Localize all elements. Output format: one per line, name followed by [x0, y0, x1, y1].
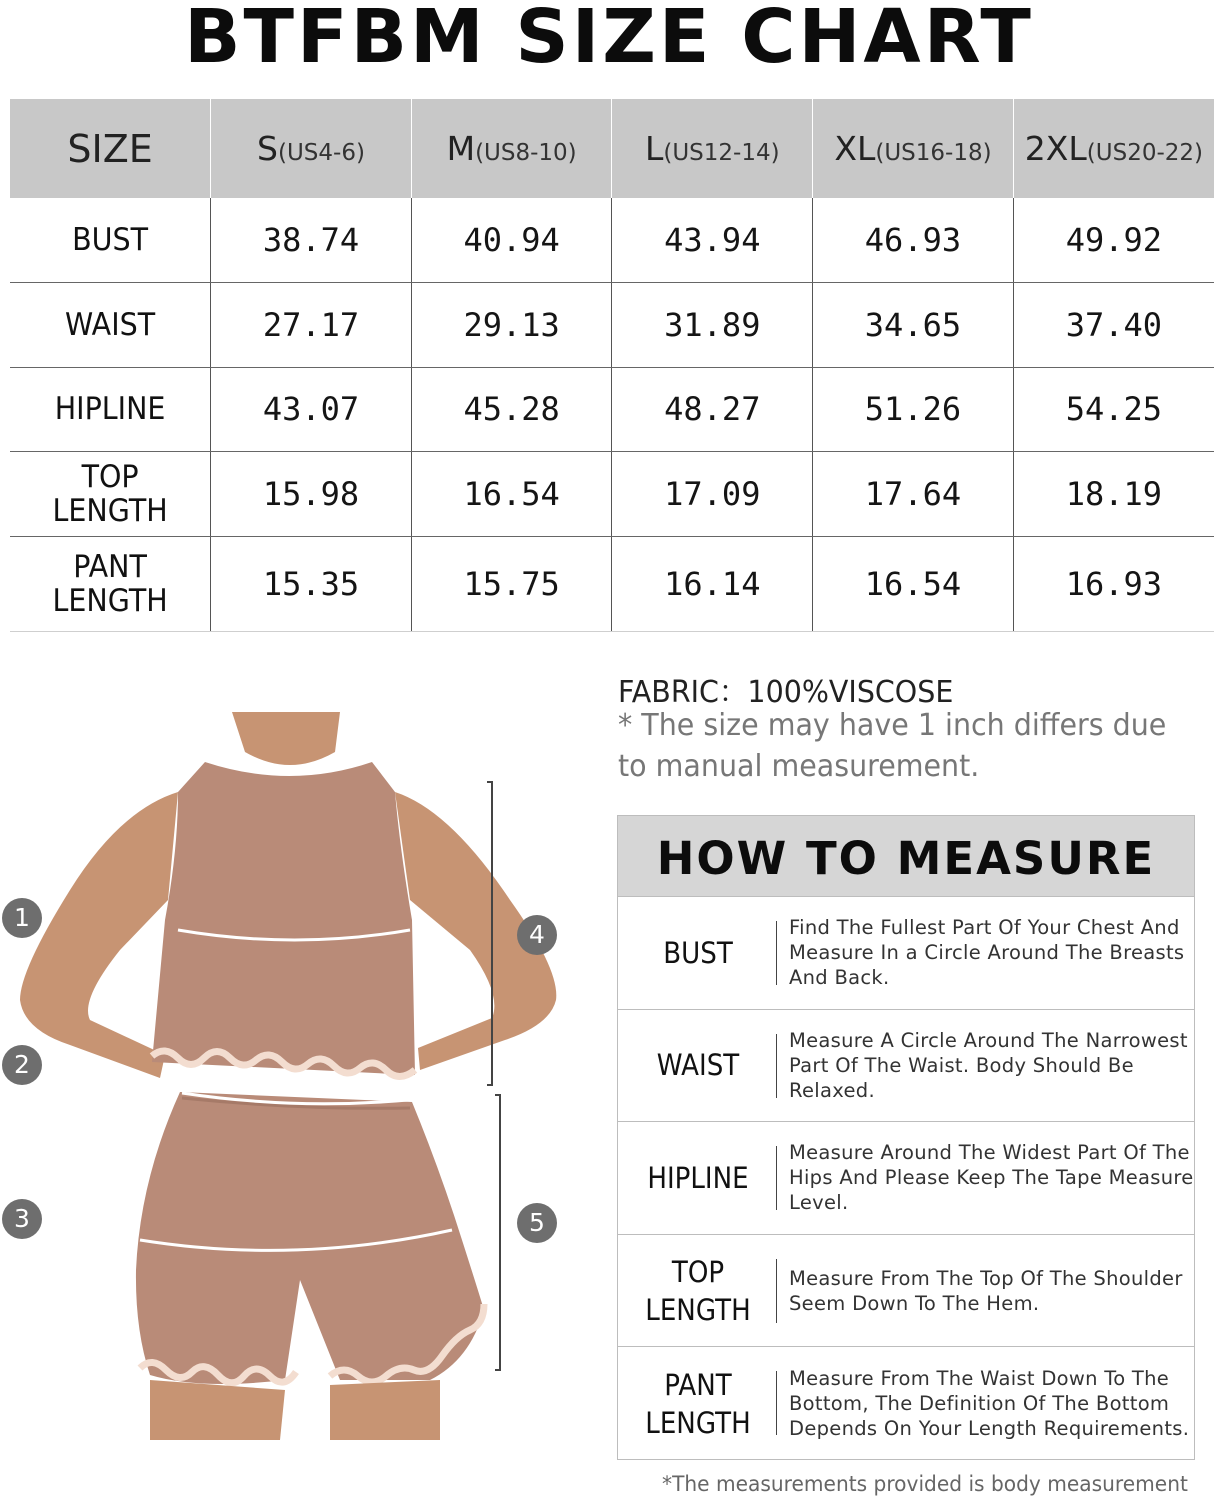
measure-label-line1: HIPLINE	[647, 1160, 749, 1195]
measure-label	[626, 1347, 770, 1460]
measure-row-hipline	[618, 1122, 1194, 1235]
size-us-range: (US12-14)	[663, 140, 780, 166]
table-cell: 18.19	[1013, 452, 1214, 537]
size-name: S	[257, 129, 278, 168]
page-title: BTFBM SIZE CHART	[184, 0, 1034, 80]
marker-5-badge: 5	[517, 1203, 557, 1243]
row-label-line1: PANT	[73, 548, 147, 585]
measure-description-text: Measure A Circle Around The Narrowest Part Of The Waist. Body Should Be Relaxed.	[789, 1028, 1188, 1102]
separator	[776, 1259, 777, 1323]
size-header-label: SIZE	[10, 99, 211, 198]
size-us-range: (US20-22)	[1086, 140, 1203, 166]
measure-description	[789, 1122, 1194, 1234]
size-disclaimer: * The size may have 1 inch differs due to manual measurement.	[618, 708, 1167, 784]
marker-3-badge: 3	[2, 1199, 42, 1239]
measure-row-top-length	[618, 1235, 1194, 1348]
measure-label-line2: LENGTH	[645, 1405, 751, 1440]
row-label-line1: HIPLINE	[54, 391, 166, 428]
size-header-l	[612, 99, 813, 198]
row-label-line2: LENGTH	[52, 582, 168, 619]
table-cell: 46.93	[813, 198, 1014, 283]
measure-label	[626, 1122, 770, 1234]
measure-label-line2: LENGTH	[645, 1292, 751, 1327]
marker-4-badge: 4	[517, 915, 557, 955]
row-label-line1: WAIST	[65, 306, 156, 343]
size-header-2xl	[1013, 99, 1214, 198]
right-leg-shape	[330, 1380, 440, 1440]
size-header-xl	[813, 99, 1014, 198]
table-cell: 31.89	[612, 283, 813, 368]
size-name: L	[644, 129, 664, 168]
table-cell: 37.40	[1013, 283, 1214, 368]
measure-label-line1: BUST	[663, 935, 733, 970]
table-cell: 16.54	[813, 536, 1014, 631]
table-cell: 16.14	[612, 536, 813, 631]
table-cell: 48.27	[612, 367, 813, 452]
table-cell: 45.28	[411, 367, 612, 452]
table-cell: 34.65	[813, 283, 1014, 368]
table-cell: 16.54	[411, 452, 612, 537]
table-cell: 38.74	[211, 198, 412, 283]
pant-length-line	[495, 1095, 500, 1370]
measure-label-line1: TOP	[671, 1254, 725, 1289]
separator	[776, 1034, 777, 1098]
how-to-measure-title: HOW TO MEASURE	[618, 816, 1194, 897]
table-row-bust	[10, 198, 1214, 283]
measure-label	[626, 1010, 770, 1122]
size-name: M	[446, 129, 476, 168]
row-label	[18, 536, 203, 631]
size-name: XL	[834, 129, 876, 168]
marker-2-badge: 2	[2, 1045, 42, 1085]
table-cell: 16.93	[1013, 536, 1214, 631]
table-cell: 51.26	[813, 367, 1014, 452]
measure-label-line1: PANT	[664, 1367, 732, 1402]
size-chart-table	[10, 99, 1214, 632]
table-cell: 15.35	[211, 536, 412, 631]
table-row-pant-length	[10, 536, 1214, 631]
measure-description	[789, 1235, 1194, 1347]
table-cell: 29.13	[411, 283, 612, 368]
neck-shape	[232, 712, 340, 765]
product-illustration	[0, 700, 600, 1444]
table-cell: 17.64	[813, 452, 1014, 537]
measure-description-text: Measure From The Waist Down To The Bottom, The Definition Of The Bottom Depends On Your Length Requirements.	[789, 1367, 1190, 1441]
shorts-garment	[136, 1092, 484, 1384]
outfit-figure	[0, 700, 600, 1440]
marker-1-badge: 1	[2, 898, 42, 938]
row-label-line1: TOP	[81, 459, 139, 496]
how-to-measure-panel	[617, 815, 1195, 1460]
table-cell: 27.17	[211, 283, 412, 368]
table-cell: 54.25	[1013, 367, 1214, 452]
row-label	[18, 452, 203, 537]
measure-row-pant-length	[618, 1347, 1194, 1460]
measure-row-waist	[618, 1010, 1194, 1123]
separator	[776, 1371, 777, 1435]
table-cell: 17.09	[612, 452, 813, 537]
measure-label	[626, 897, 770, 1009]
size-header-row	[10, 99, 1214, 198]
table-row-hipline	[10, 367, 1214, 452]
table-cell: 49.92	[1013, 198, 1214, 283]
measure-description	[789, 897, 1194, 1009]
table-cell: 40.94	[411, 198, 612, 283]
measure-description	[789, 1347, 1194, 1460]
measure-description-text: Find The Fullest Part Of Your Chest And Measure In a Circle Around The Breasts And Back.	[789, 916, 1185, 990]
footnote: *The measurements provided is body measurement	[662, 1472, 1188, 1496]
table-cell: 15.98	[211, 452, 412, 537]
measure-row-bust	[618, 897, 1194, 1010]
row-label	[18, 198, 203, 283]
measure-description	[789, 1010, 1194, 1122]
top-garment	[152, 762, 415, 1075]
size-us-range: (US8-10)	[475, 140, 577, 166]
separator	[776, 1146, 777, 1210]
table-cell: 43.94	[612, 198, 813, 283]
fabric-info: FABRIC：100%VISCOSE	[618, 675, 954, 710]
size-us-range: (US16-18)	[875, 140, 992, 166]
row-label-line1: BUST	[72, 222, 149, 259]
size-header-s	[211, 99, 412, 198]
table-row-top-length	[10, 452, 1214, 537]
measure-label-line1: WAIST	[656, 1048, 740, 1083]
size-name: 2XL	[1024, 129, 1087, 168]
left-leg-shape	[150, 1380, 285, 1440]
table-cell: 43.07	[211, 367, 412, 452]
measure-label	[626, 1235, 770, 1347]
table-row-waist	[10, 283, 1214, 368]
row-label-line2: LENGTH	[52, 493, 168, 530]
row-label	[18, 367, 203, 452]
row-label	[18, 283, 203, 368]
left-arm-shape	[20, 792, 178, 1078]
size-header-m	[411, 99, 612, 198]
measure-description-text: Measure Around The Widest Part Of The Hips And Please Keep The Tape Measure Level.	[789, 1141, 1194, 1215]
measure-description-text: Measure From The Top Of The Shoulder Seem Down To The Hem.	[789, 1266, 1183, 1315]
table-cell: 15.75	[411, 536, 612, 631]
separator	[776, 921, 777, 985]
size-us-range: (US4-6)	[277, 140, 365, 166]
